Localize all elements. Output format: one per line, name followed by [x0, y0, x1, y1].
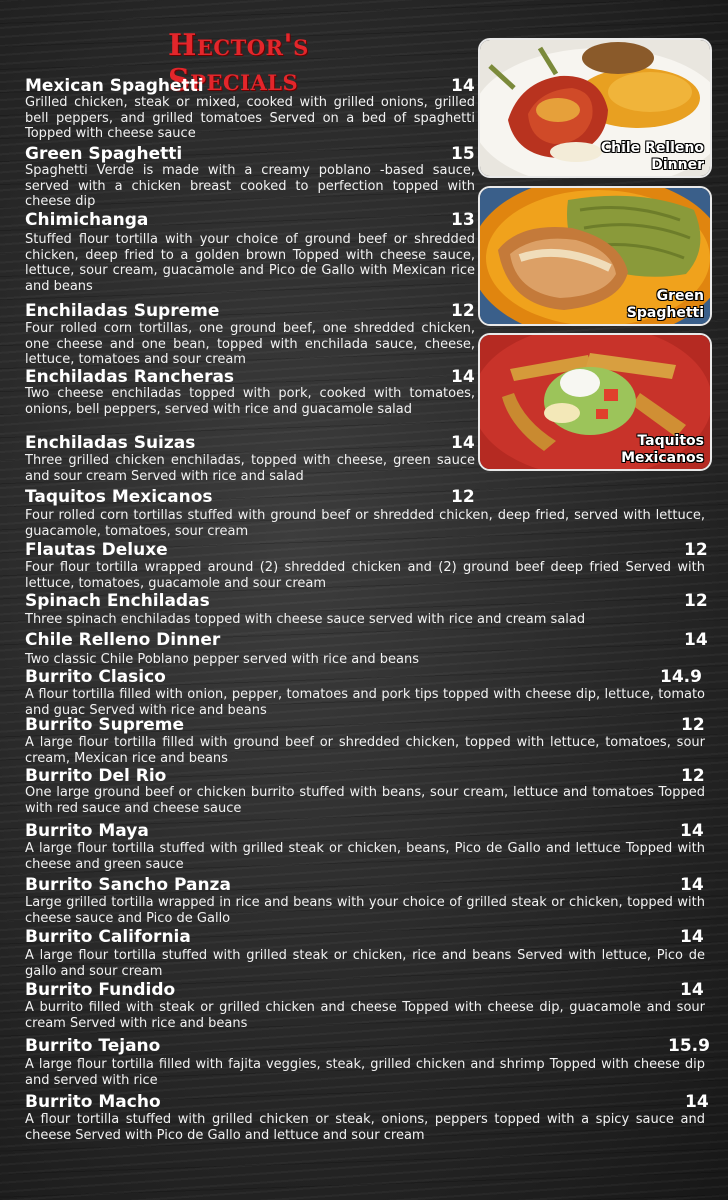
- menu-item-description: Spaghetti Verde is made with a creamy poblano -based sauce, served with a chicken breast cooked to perfection topped with cheese dip: [25, 163, 475, 209]
- photo-caption: Taquitos Mexicanos: [621, 433, 704, 466]
- menu-item-name: Chimichanga: [25, 210, 149, 230]
- menu-item-price: 14: [680, 821, 704, 841]
- food-photo-taquitos: [478, 333, 712, 471]
- menu-item-description: A flour tortilla filled with onion, pepper, tomatoes and pork tips topped with cheese dip, lettuce, tomato and guac Served with rice and beans: [25, 687, 705, 718]
- menu-item-name: Enchiladas Rancheras: [25, 367, 235, 387]
- food-photo-green-spaghetti: [478, 186, 712, 326]
- page-title: Hector's Specials: [168, 28, 309, 98]
- menu-item-description: Stuffed flour tortilla with your choice of ground beef or shredded chicken, deep fried to a golden brown Topped with cheese sauce, lettuce, sour cream, guacamole and Pico de Gallo with Mexican rice and beans: [25, 232, 475, 294]
- menu-item-name: Burrito Clasico: [25, 667, 166, 687]
- menu-item-name: Mexican Spaghetti: [25, 76, 204, 96]
- menu-item-description: Four flour tortilla wrapped around (2) shredded chicken and (2) ground beef deep fried Served with lettuce, tomatoes, guacamole and sour cream: [25, 560, 705, 591]
- menu-item-description: Two cheese enchiladas topped with pork, cooked with tomatoes, onions, bell peppers, served with rice and guacamole salad: [25, 386, 475, 417]
- menu-item-description: Grilled chicken, steak or mixed, cooked with grilled onions, grilled bell peppers, and grilled tomatoes Served on a bed of spaghetti Topped with cheese sauce: [25, 95, 475, 141]
- food-photo-chile-relleno: [478, 38, 712, 178]
- menu-item-description: Three spinach enchiladas topped with cheese sauce served with rice and cream salad: [25, 612, 586, 627]
- menu-item-name: Enchiladas Suizas: [25, 433, 196, 453]
- menu-item-description: A large flour tortilla stuffed with grilled steak or chicken, rice and beans Served with lettuce, Pico de gallo and sour cream: [25, 948, 705, 979]
- photo-caption: Green Spaghetti: [626, 288, 704, 321]
- menu-item-name: Burrito Maya: [25, 821, 149, 841]
- menu-item-price: 14: [451, 367, 475, 387]
- menu-item-price: 14.9: [660, 667, 702, 687]
- menu-item-name: Enchiladas Supreme: [25, 301, 220, 321]
- menu-item-description: One large ground beef or chicken burrito stuffed with beans, sour cream, lettuce and tomatoes Topped with red sauce and cheese sauce: [25, 785, 705, 816]
- menu-item-price: 12: [681, 715, 705, 735]
- menu-item-description: Large grilled tortilla wrapped in rice and beans with your choice of grilled steak or chicken, topped with cheese sauce and Pico de Gallo: [25, 895, 705, 926]
- photo-caption: Chile Relleno Dinner: [600, 140, 704, 173]
- menu-item-price: 14: [685, 1092, 709, 1112]
- menu-item-name: Spinach Enchiladas: [25, 591, 210, 611]
- menu-item-description: Three grilled chicken enchiladas, topped with cheese, green sauce and sour cream Served with rice and salad: [25, 453, 475, 484]
- menu-item-description: A flour tortilla stuffed with grilled chicken or steak, onions, peppers topped with a spicy sauce and cheese Served with Pico de Gallo and lettuce and sour cream: [25, 1112, 705, 1143]
- menu-item-name: Burrito Macho: [25, 1092, 161, 1112]
- menu-item-description: Four rolled corn tortillas, one ground beef, one shredded chicken, one cheese and one bean, topped with enchilada sauce, cheese, lettuce, tomatoes and sour cream: [25, 321, 475, 367]
- menu-item-description: A large flour tortilla filled with fajita veggies, steak, grilled chicken and shrimp Topped with cheese dip and served with rice: [25, 1057, 705, 1088]
- menu-item-name: Burrito Sancho Panza: [25, 875, 231, 895]
- menu-item-name: Burrito Supreme: [25, 715, 185, 735]
- menu-item-price: 14: [680, 875, 704, 895]
- menu-item-price: 12: [684, 591, 708, 611]
- menu-item-price: 12: [681, 766, 705, 786]
- menu-item-name: Green Spaghetti: [25, 144, 183, 164]
- menu-item-description: A burrito filled with steak or grilled chicken and cheese Topped with cheese dip, guacamole and sour cream Served with rice and beans: [25, 1000, 705, 1031]
- menu-item-price: 13: [451, 210, 475, 230]
- menu-item-name: Burrito Del Rio: [25, 766, 167, 786]
- menu-item-price: 14: [680, 927, 704, 947]
- menu-item-name: Burrito Fundido: [25, 980, 176, 1000]
- menu-item-name: Flautas Deluxe: [25, 540, 168, 560]
- menu-item-price: 12: [684, 540, 708, 560]
- menu-item-price: 12: [451, 487, 475, 507]
- menu-item-description: Two classic Chile Poblano pepper served with rice and beans: [25, 652, 420, 667]
- menu-item-name: Burrito Tejano: [25, 1036, 161, 1056]
- menu-item-name: Taquitos Mexicanos: [25, 487, 213, 507]
- menu-item-price: 14: [684, 630, 708, 650]
- menu-item-price: 14: [680, 980, 704, 1000]
- menu-item-name: Chile Relleno Dinner: [25, 630, 221, 650]
- menu-item-description: A large flour tortilla filled with ground beef or shredded chicken, topped with lettuce, tomatoes, sour cream, Mexican rice and beans: [25, 735, 705, 766]
- menu-item-name: Burrito California: [25, 927, 191, 947]
- menu-item-price: 15: [451, 144, 475, 164]
- menu-item-price: 15.9: [668, 1036, 710, 1056]
- menu-item-price: 14: [451, 76, 475, 96]
- menu-item-price: 14: [451, 433, 475, 453]
- menu-item-price: 12: [451, 301, 475, 321]
- menu-item-description: Four rolled corn tortillas stuffed with ground beef or shredded chicken, deep fried, served with lettuce, guacamole, tomatoes, sour cream: [25, 508, 705, 539]
- menu-item-description: A large flour tortilla stuffed with grilled steak or chicken, beans, Pico de Gallo and lettuce Topped with cheese and green sauce: [25, 841, 705, 872]
